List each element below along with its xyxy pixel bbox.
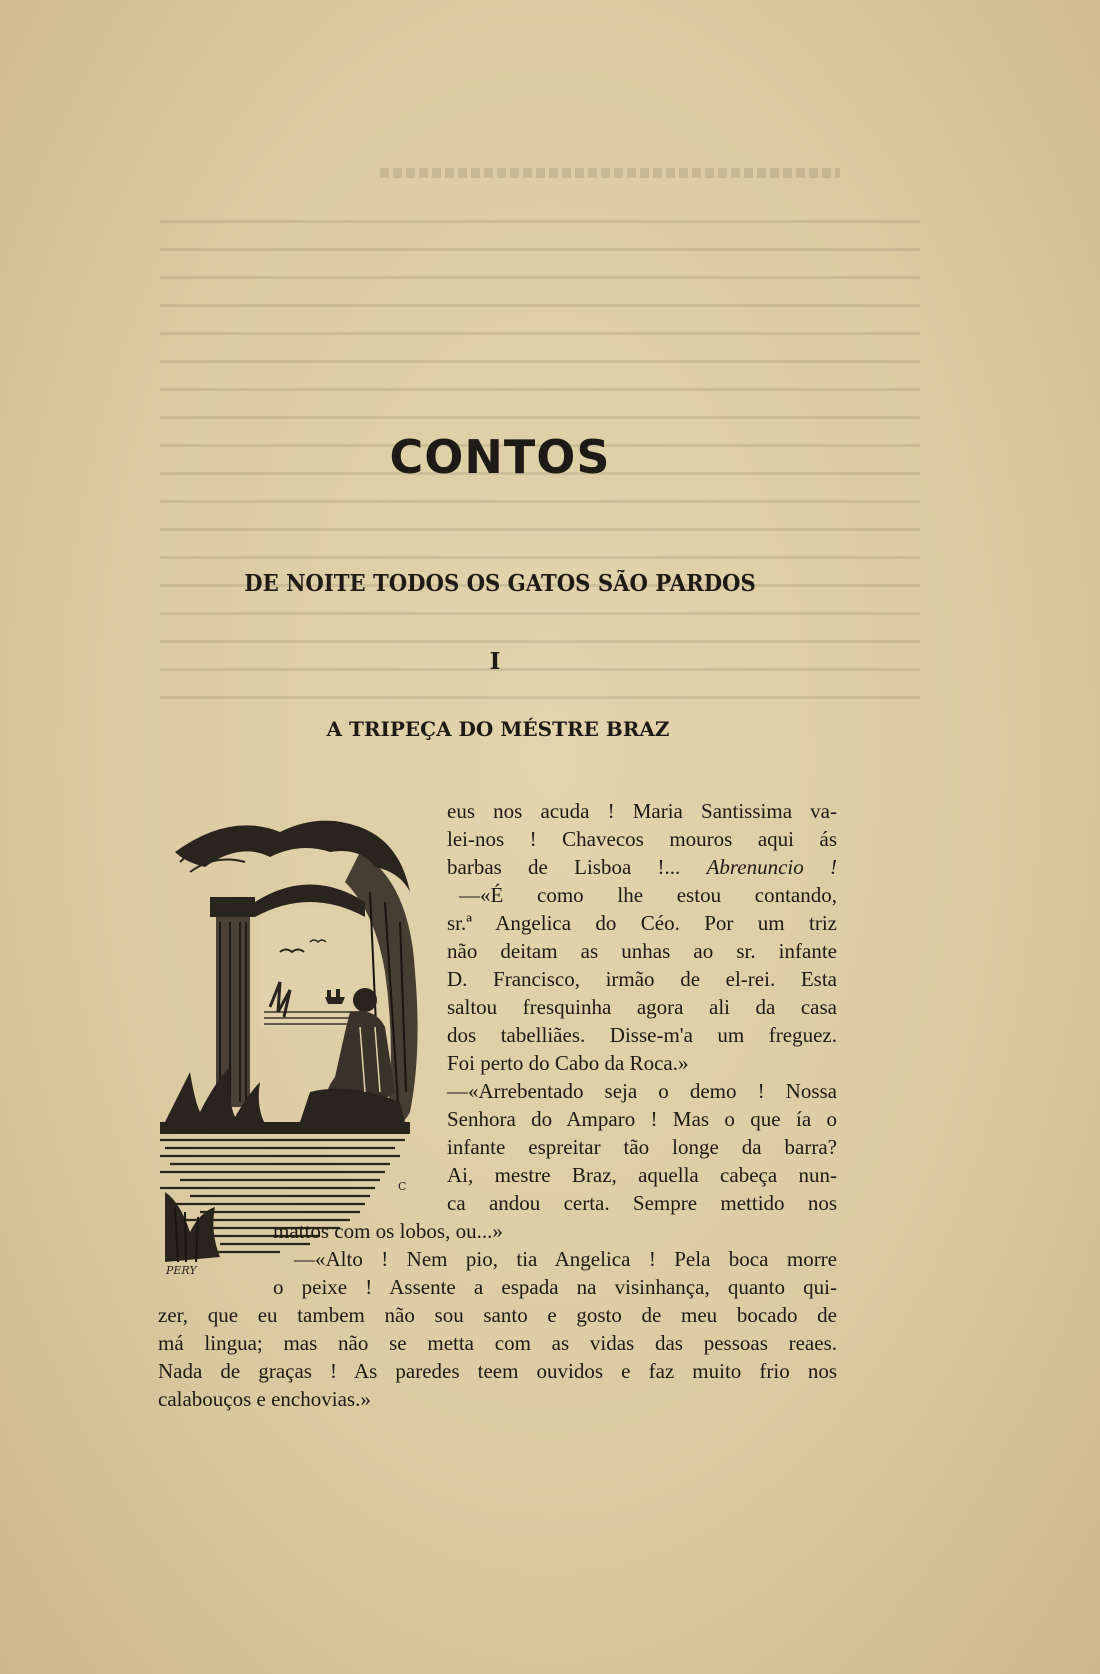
body-line: —«Arrebentado seja o demo ! Nossa — [447, 1079, 837, 1103]
illustration-corner-mark: C — [398, 1180, 407, 1193]
body-line: mattos com os lobos, ou...» — [273, 1219, 503, 1243]
woodcut-illustration — [160, 812, 435, 1282]
body-line: ca andou certa. Sempre mettido nos — [447, 1191, 837, 1215]
chapter-numeral: I — [489, 648, 501, 675]
body-line: calabouços e enchovias.» — [158, 1387, 371, 1411]
body-line: Nada de graças ! As paredes teem ouvidos e faz muito frio nos — [158, 1359, 837, 1383]
show-through-header — [380, 168, 840, 178]
italic-phrase: Abrenuncio ! — [706, 855, 838, 879]
body-line: —«É como lhe estou contando, — [459, 883, 837, 907]
body-line: saltou fresquinha agora ali da casa — [447, 995, 837, 1019]
body-line: eus nos acuda ! Maria Santissima va- — [447, 799, 837, 823]
body-line: sr.ª Angelica do Céo. Por um triz — [447, 911, 837, 935]
body-line: D. Francisco, irmão de el-rei. Esta — [447, 967, 837, 991]
body-line: não deitam as unhas ao sr. infante — [447, 939, 837, 963]
chapter-title: A TRIPEÇA DO MÉSTRE BRAZ — [326, 717, 670, 741]
illustration-signature: PERY — [166, 1264, 197, 1277]
body-line: infante espreitar tão longe da barra? — [447, 1135, 837, 1159]
body-line: má lingua; mas não se metta com as vidas das pessoas reaes. — [158, 1331, 837, 1355]
body-line: o peixe ! Assente a espada na visinhança, quanto qui- — [273, 1275, 837, 1299]
body-line: Senhora do Amparo ! Mas o que ía o — [447, 1107, 837, 1131]
story-title: DE NOITE TODOS OS GATOS SÃO PARDOS — [244, 570, 756, 597]
body-line: lei-nos ! Chavecos mouros aqui ás — [447, 827, 837, 851]
body-line: zer, que eu tambem não sou santo e gosto de meu bocado de — [158, 1303, 837, 1327]
body-line: Foi perto do Cabo da Roca.» — [447, 1051, 689, 1075]
body-line: dos tabelliães. Disse-m'a um freguez. — [447, 1023, 837, 1047]
body-line: —«Alto ! Nem pio, tia Angelica ! Pela boca morre — [294, 1247, 837, 1271]
body-line: barbas de Lisboa !... Abrenuncio ! — [447, 855, 838, 879]
body-line: Ai, mestre Braz, aquella cabeça nun- — [447, 1163, 837, 1187]
section-title: CONTOS — [389, 430, 611, 484]
